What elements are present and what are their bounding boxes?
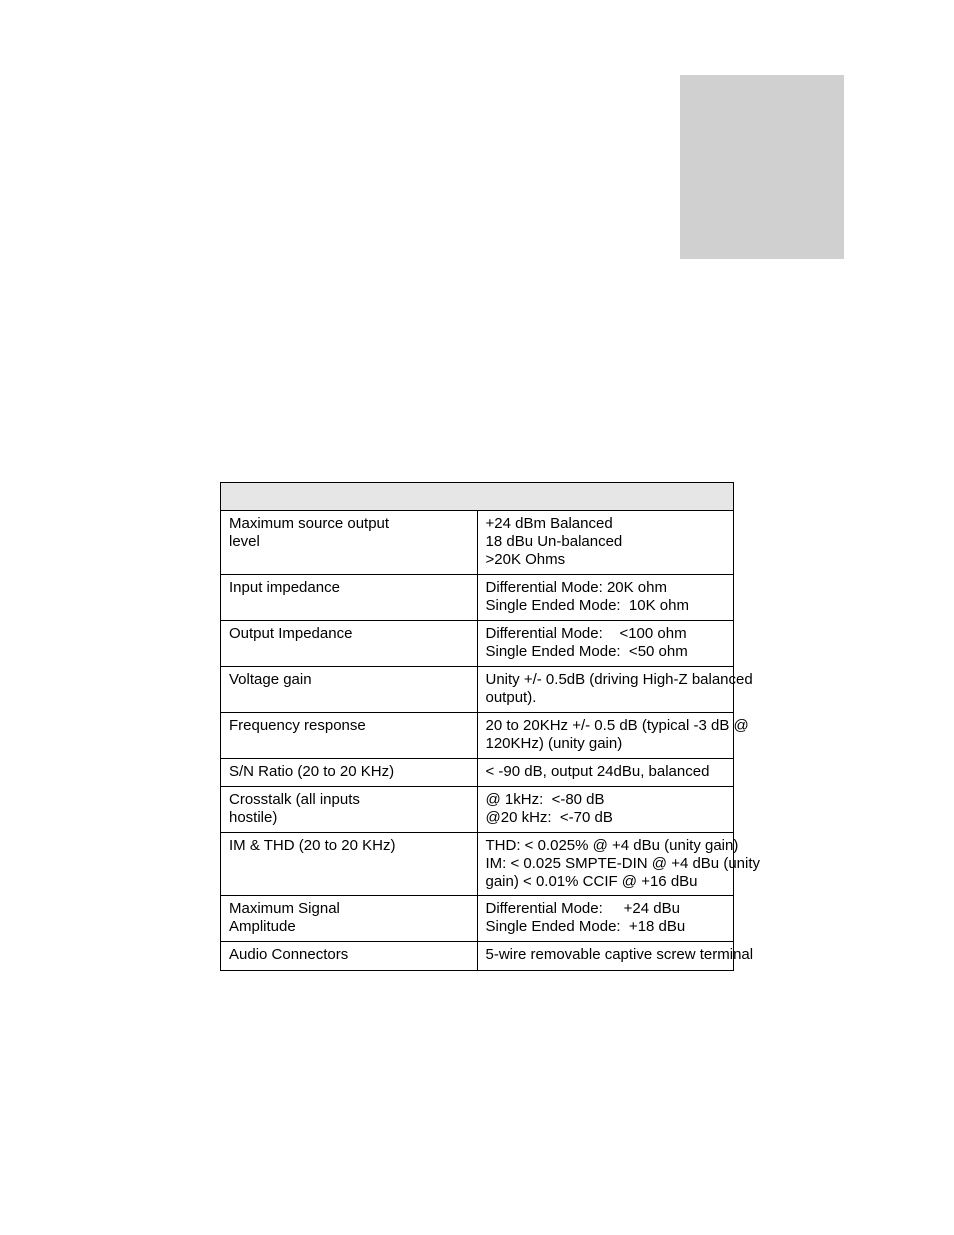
spec-value-line: Unity +/- 0.5dB (driving High-Z balanced [485, 671, 753, 688]
spec-value-line: Single Ended Mode: <50 ohm [485, 643, 688, 660]
spec-value-cell [477, 896, 734, 942]
table-row [221, 896, 734, 942]
spec-label-cell [221, 942, 478, 971]
spec-label-line: Maximum Signal [229, 900, 340, 917]
spec-value-line: Differential Mode: <100 ohm [485, 625, 687, 642]
spec-label-line: Frequency response [229, 717, 366, 734]
spec-value-cell [477, 621, 734, 667]
spec-value-line: +24 dBm Balanced [485, 515, 613, 532]
spec-label-cell [221, 511, 478, 575]
spec-label-line: Input impedance [229, 579, 340, 596]
spec-value-line: 120KHz) (unity gain) [485, 735, 623, 752]
spec-value-cell [477, 787, 734, 833]
spec-label-cell [221, 787, 478, 833]
spec-label-cell [221, 621, 478, 667]
spec-label-line: hostile) [229, 809, 278, 826]
table-header-cell [221, 483, 734, 511]
spec-label-line: Output Impedance [229, 625, 353, 642]
spec-value-line: Single Ended Mode: 10K ohm [485, 597, 689, 614]
spec-value-line: THD: < 0.025% @ +4 dBu (unity gain) [485, 837, 739, 854]
spec-label-line: S/N Ratio (20 to 20 KHz) [229, 763, 395, 780]
table-row [221, 621, 734, 667]
spec-value-line: 20 to 20KHz +/- 0.5 dB (typical -3 dB @ [485, 717, 749, 734]
spec-value-line: Single Ended Mode: +18 dBu [485, 918, 686, 935]
spec-label-cell [221, 713, 478, 759]
spec-value-cell [477, 667, 753, 713]
spec-value-cell [477, 833, 760, 896]
spec-label-line: Crosstalk (all inputs [229, 791, 360, 808]
spec-value-line: 18 dBu Un-balanced [485, 533, 623, 550]
spec-value-line: Differential Mode: 20K ohm [485, 579, 667, 596]
spec-label-cell [221, 575, 478, 621]
spec-value-line: @20 kHz: <-70 dB [485, 809, 613, 826]
table-header-row [221, 483, 734, 511]
spec-label-cell [221, 759, 478, 787]
spec-label-line: Amplitude [229, 918, 296, 935]
spec-value-line: gain) < 0.01% CCIF @ +16 dBu [485, 873, 698, 890]
spec-value-line: >20K Ohms [485, 551, 566, 568]
chapter-tab-block [680, 75, 844, 259]
spec-label-line: IM & THD (20 to 20 KHz) [229, 837, 396, 854]
spec-value-line: 5-wire removable captive screw terminal [485, 946, 754, 963]
spec-value-cell [477, 759, 734, 787]
table-row [221, 787, 734, 833]
spec-label-cell [221, 896, 478, 942]
spec-value-line: @ 1kHz: <-80 dB [485, 791, 605, 808]
spec-value-cell [477, 575, 734, 621]
specifications-table [220, 482, 760, 971]
table-row [221, 942, 734, 971]
table-row [221, 713, 734, 759]
table-row [221, 575, 734, 621]
spec-value-line: output). [485, 689, 537, 706]
spec-value-cell [477, 511, 734, 575]
table-row [221, 759, 734, 787]
spec-label-cell [221, 667, 478, 713]
spec-value-cell [477, 713, 749, 759]
spec-label-line: Maximum source output [229, 515, 390, 532]
spec-value-cell [477, 942, 754, 971]
spec-label-line: Voltage gain [229, 671, 312, 688]
spec-label-line: level [229, 533, 260, 550]
table-row [221, 833, 734, 896]
spec-value-line: < -90 dB, output 24dBu, balanced [485, 763, 710, 780]
table-row [221, 667, 734, 713]
spec-value-line: Differential Mode: +24 dBu [485, 900, 680, 917]
table-row [221, 511, 734, 575]
spec-label-line: Audio Connectors [229, 946, 349, 963]
spec-value-line: IM: < 0.025 SMPTE-DIN @ +4 dBu (unity [485, 855, 760, 872]
spec-label-cell [221, 833, 478, 896]
